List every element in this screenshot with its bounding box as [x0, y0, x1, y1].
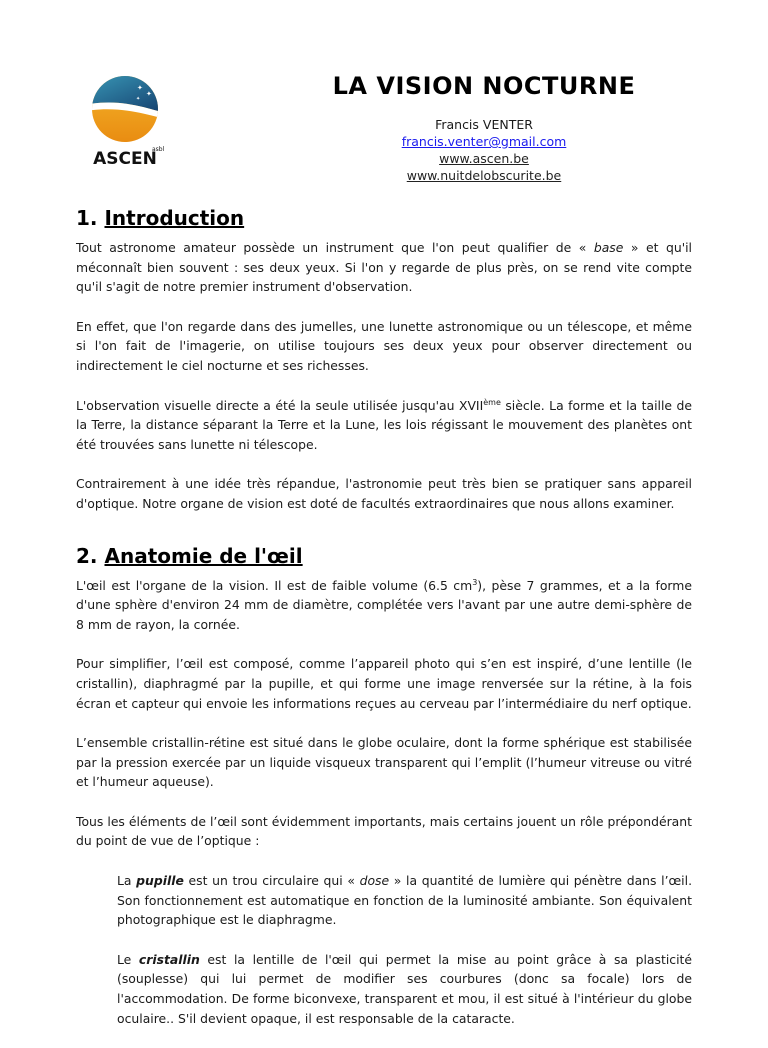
- svg-text:✦: ✦: [136, 96, 141, 102]
- svg-text:ASCEN: ASCEN: [93, 149, 157, 166]
- section-heading-anatomie: 2. Anatomie de l'œil: [76, 543, 303, 568]
- paragraph: Contrairement à une idée très répandue, l'astronomie peut très bien se pratiquer sans appareil d'optique. Notre organe de vision est doté de facultés extraordinaires que nous allons examiner.: [76, 476, 692, 511]
- document-title: LA VISION NOCTURNE: [332, 72, 636, 100]
- paragraph: Pour simplifier, l’œil est composé, comme l’appareil photo qui s’en est inspiré, d’une lentille (le cristallin), diaphragmé par la pupille, et qui forme une image renversée sur la rétine, à la fois écran et capteur qui envoie les informations reçues au cerveau par l’intermédiaire du nerf optique.: [76, 656, 692, 711]
- paragraph-pupille: La pupille est un trou circulaire qui « dose » la quantité de lumière qui pénètre dans l’œil. Son fonctionnement est automatique en fonction de la luminosité ambiante. Son équivalent photographique est le diaphragme.: [117, 873, 693, 928]
- paragraph: L’ensemble cristallin-rétine est situé dans le globe oculaire, dont la forme sphérique est stabilisée par la pression exercée par un liquide visqueux transparent qui l’emplit (l’humeur vitreuse ou vitré et l’humeur aqueuse).: [76, 735, 692, 790]
- paragraph: L'observation visuelle directe a été la seule utilisée jusqu'au XVIIème siècle. La forme et la taille de la Terre, la distance séparant la Terre et la Lune, les lois régissant le mouvement des planètes ont été trouvées sans lunette ni télescope.: [76, 397, 692, 452]
- paragraph-cristallin: Le cristallin est la lentille de l'œil qui permet la mise au point grâce à sa plasticité (souplesse) qui lui permet de modifier ses courbures (donc sa focale) lors de l'accommodation. De forme biconvexe, transparent et mou, il est situé à l'intérieur du globe oculaire.. S'il devient opaque, il est responsable de la cataracte.: [117, 951, 693, 1026]
- ascen-logo: [80, 76, 170, 166]
- author-name: Francis VENTER: [435, 117, 533, 132]
- document-body: [76, 206, 692, 1048]
- ascen-website-link[interactable]: www.ascen.be: [439, 151, 529, 166]
- svg-text:✦: ✦: [137, 84, 143, 92]
- paragraph: Tout astronome amateur possède un instrument que l'on peut qualifier de « base » et qu'il méconnaît bien souvent : ses deux yeux. Si l'on y regarde de plus près, on se rend vite compte qu'il s'agit de notre premier instrument d'observation.: [76, 240, 692, 295]
- paragraph: En effet, que l'on regarde dans des jumelles, une lunette astronomique ou un télescope, et même si l'on fait de l'imagerie, on utilise toujours ses deux yeux pour observer directement ou indirectement le ciel nocturne et ses richesses.: [76, 318, 692, 373]
- svg-text:asbl: asbl: [152, 146, 165, 153]
- email-link[interactable]: francis.venter@gmail.com: [401, 134, 567, 149]
- paragraph: Tous les éléments de l’œil sont évidemment importants, mais certains jouent un rôle prépondérant du point de vue de l’optique :: [76, 813, 692, 849]
- nuitdelobscurite-website-link[interactable]: www.nuitdelobscurite.be: [406, 168, 562, 183]
- document-header: [240, 72, 728, 184]
- paragraph: L'œil est l'organe de la vision. Il est de faible volume (6.5 $cm^3$), pèse 7 grammes, et a la forme d'une sphère d'environ 24 mm de diamètre, complétée vers l'avant par une autre demi-sphère de 8 mm de rayon, la cornée.: [76, 577, 693, 632]
- svg-text:✦: ✦: [146, 90, 152, 98]
- section-heading-introduction: 1. Introduction: [76, 206, 245, 230]
